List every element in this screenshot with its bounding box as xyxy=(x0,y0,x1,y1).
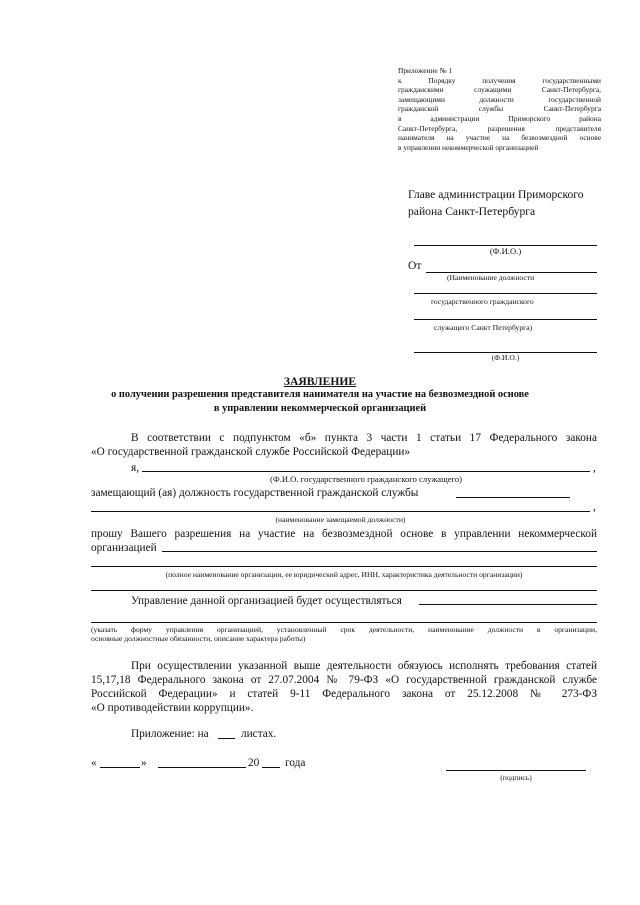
fio-comma: , xyxy=(593,462,596,474)
appendix-line: нанимателя на участие на безвозмездной основе xyxy=(398,133,601,143)
body-p3-line4: «О противодействии коррупции». xyxy=(91,702,254,714)
position-caption-3: служащего Санкт Петербурга) xyxy=(434,323,533,332)
statement-subtitle-2: в управлении некоммерческой организацией xyxy=(213,403,427,414)
management-line-1 xyxy=(419,604,597,605)
appendix-line: гражданской службы Санкт-Петербурга xyxy=(398,104,601,114)
position-caption-1: (Наименование должности xyxy=(447,273,535,282)
position-line-2 xyxy=(414,293,597,294)
appendix-line: Приложение № 1 xyxy=(398,66,453,75)
appendix-line: Санкт-Петербурга, разрешения представителя xyxy=(398,123,601,133)
management-caption-2: основные должностные обязанности, описание характера работы) xyxy=(91,634,306,643)
appendix-line: гражданскими служащими Санкт-Петербурга, xyxy=(398,85,601,95)
addressee-fio-caption-2: (Ф.И.О.) xyxy=(491,353,520,362)
management-caption-1: (указать форму управления организацией, установленный срок деятельности, наименование должности в организации, xyxy=(91,625,597,634)
position-caption: (наименование замещаемой должности) xyxy=(275,515,406,524)
date-month-line xyxy=(158,767,246,768)
ya-label: я, xyxy=(131,462,140,474)
date-year-line xyxy=(262,767,280,768)
statement-subtitle-1: о получении разрешения представителя нанимателя на участие на безвозмездной основе xyxy=(111,389,529,400)
management-label: Управление данной организацией будет осуществляться xyxy=(131,595,402,607)
appendix-line: в управлении некоммерческой организацией xyxy=(398,142,539,152)
body-p3-line3: Российской Федерации» и статей 9-11 Федерального закона от 25.12.2008 № 273-ФЗ xyxy=(91,688,597,700)
fio-input-line xyxy=(142,471,590,472)
replacing-label: замещающий (ая) должность государственной гражданской службы xyxy=(91,487,419,499)
attachment-count-line xyxy=(218,738,235,739)
attachment-suffix: листах. xyxy=(241,728,277,740)
request-line1: прошу Вашего разрешения на участие на безвозмездной основе в управлении некоммерческой xyxy=(91,528,597,540)
organization-line-2 xyxy=(91,566,597,567)
body-p3-line1: При осуществлении указанной выше деятельности обязуюсь исполнять требования статей xyxy=(131,660,597,672)
body-p1-line1: В соответствии с подпунктом «б» пункта 3 части 1 статьи 17 Федерального закона xyxy=(131,432,597,444)
replacing-line xyxy=(456,497,570,498)
appendix-line: замещающими должности государственной xyxy=(398,94,601,104)
body-p1-line2: «О государственной гражданской службе Российской Федерации» xyxy=(91,446,411,458)
organization-caption: (полное наименование организации, ее юридический адрес, ИНН, характеристика деятельности организации) xyxy=(165,570,523,579)
management-line-2 xyxy=(91,622,597,623)
organization-line-1 xyxy=(162,551,597,552)
date-day-line xyxy=(100,767,140,768)
appendix-line: к Порядку получения государственными xyxy=(398,75,601,85)
appendix-line: в администрации Приморского района xyxy=(398,113,601,123)
position-input-line xyxy=(91,511,590,512)
date-year-prefix: 20 xyxy=(248,757,260,769)
date-quote-close: » xyxy=(141,757,147,769)
statement-heading: ЗАЯВЛЕНИЕ xyxy=(283,375,357,388)
from-label: От xyxy=(408,259,422,272)
position-caption-2: государственного гражданского xyxy=(431,297,534,306)
body-p3-line2: 15,17,18 Федерального закона от 27.07.2004 № 79-ФЗ «О государственной гражданской службе xyxy=(91,674,597,686)
addressee-line1: Главе администрации Приморского xyxy=(408,188,584,201)
signature-line xyxy=(446,770,586,771)
position-comma: , xyxy=(593,501,596,513)
addressee-fio-caption: (Ф.И.О.) xyxy=(489,246,522,256)
position-line-3 xyxy=(414,319,597,320)
fio-caption: (Ф.И.О. государственного гражданского служащего) xyxy=(270,474,462,484)
request-line2: организацией xyxy=(91,542,157,554)
organization-line-3 xyxy=(91,590,597,591)
date-quote-open: « xyxy=(91,757,97,769)
appendix-note xyxy=(398,66,601,152)
date-year-suffix: года xyxy=(285,757,306,769)
addressee-line2: района Санкт-Петербурга xyxy=(408,205,536,218)
attachment-label: Приложение: на xyxy=(131,728,209,740)
signature-caption: (подпись) xyxy=(500,773,532,782)
